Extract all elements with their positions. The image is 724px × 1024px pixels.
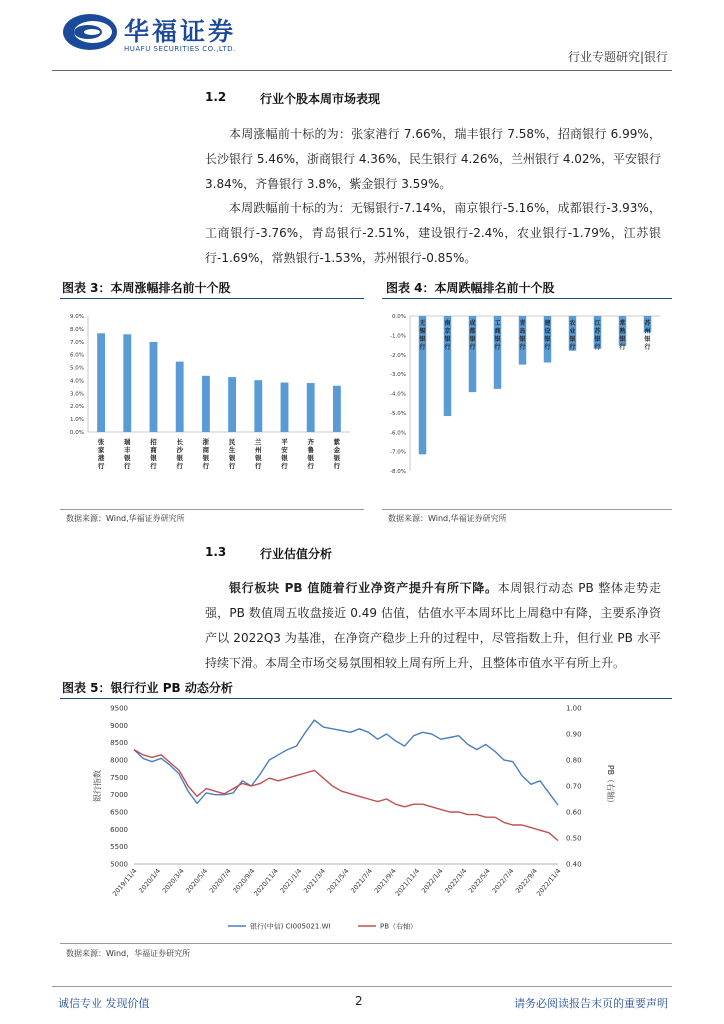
y-tick-label: 2.0% — [70, 404, 84, 411]
y-tick-label: -7.0% — [390, 449, 406, 456]
x-tick-label: 2019/11/4 — [110, 867, 139, 898]
bar-瑞丰银行 — [123, 334, 131, 432]
category-label: 农业银行 — [569, 320, 576, 351]
bar-浙商银行 — [202, 376, 210, 432]
x-tick-label: 2020/9/4 — [231, 867, 257, 895]
gainers-bar-chart — [60, 306, 364, 502]
y-tick-label: 0.0% — [392, 314, 406, 320]
y2-tick-label: 0.60 — [566, 808, 582, 817]
bar-招商银行 — [150, 342, 158, 432]
y-tick-label: 5.0% — [70, 365, 84, 372]
x-tick-label: 2022/11/4 — [534, 867, 563, 898]
brand-name-en: HUAFU SECURITIES CO.,LTD. — [124, 45, 236, 53]
y-tick-label: 7.0% — [70, 339, 84, 346]
y-tick-label: -6.0% — [390, 430, 406, 437]
y-tick-label: -5.0% — [390, 410, 406, 417]
y-tick-label: 4.0% — [70, 378, 84, 385]
category-label: 招商银行 — [150, 438, 157, 470]
category-label: 紫金银行 — [333, 438, 341, 470]
y2-tick-label: 0.50 — [566, 834, 582, 843]
bar-兰州银行 — [254, 380, 262, 432]
pb-series-line — [134, 750, 558, 841]
brand-name-cn: 华福证券 — [124, 17, 237, 46]
valuation-lead: 银行板块 PB 值随着行业净资产提升有所下降。 — [229, 581, 498, 595]
gainers-paragraph: 本周涨幅前十标的为：张家港行 7.66%，瑞丰银行 7.58%，招商银行 6.99%，长沙银行 5.46%，浙商银行 4.36%，民生银行 4.26%，兰州银行 4.02%，平安银行 3.84%，齐鲁银行 3.8%，紫金银行 3.59%。 — [205, 127, 661, 191]
y-tick-label: 1.0% — [70, 417, 84, 424]
figure4-source-rule — [382, 509, 672, 510]
y-tick-label: 7000 — [110, 791, 128, 800]
x-tick-label: 2022/9/4 — [514, 867, 539, 895]
y-tick-label: 0.0% — [70, 430, 84, 436]
category-label: 民生银行 — [228, 438, 236, 470]
category-label: 瑞丰银行 — [124, 438, 131, 470]
bar-紫金银行 — [333, 386, 341, 432]
figure4-title: 图表 4：本周跌幅排名前十个股 — [386, 281, 555, 295]
x-tick-label: 2021/7/4 — [349, 867, 375, 895]
legend-label: 银行(中信) CI005021.WI — [250, 922, 331, 931]
y-tick-label: -2.0% — [390, 352, 406, 359]
x-tick-label: 2021/1/4 — [278, 867, 304, 895]
y-tick-label: 3.0% — [70, 391, 84, 398]
x-tick-label: 2020/1/4 — [137, 867, 163, 895]
x-tick-label: 2022/3/4 — [443, 867, 469, 895]
figure3-title-rule — [60, 298, 364, 299]
x-tick-label: 2021/5/4 — [325, 867, 351, 895]
y-tick-label: 5000 — [110, 860, 128, 869]
category-label: 张家港行 — [97, 438, 105, 470]
section-title: 行业估值分析 — [260, 547, 333, 561]
y2-tick-label: 0.80 — [566, 756, 582, 765]
y-tick-label: -3.0% — [390, 372, 406, 379]
y2-axis-label: PB（右轴） — [606, 764, 615, 808]
category-label: 建设银行 — [544, 320, 551, 351]
page-number: 2 — [355, 994, 363, 1008]
valuation-paragraph — [205, 576, 661, 676]
category-label: 兰州银行 — [255, 438, 262, 470]
bar-长沙银行 — [176, 362, 184, 432]
x-tick-label: 2020/3/4 — [160, 867, 186, 895]
section-number: 1.3 — [205, 545, 227, 559]
y-tick-label: 9.0% — [70, 314, 84, 320]
bar-民生银行 — [228, 377, 236, 432]
x-tick-label: 2021/11/4 — [393, 867, 422, 898]
footer-disclaimer: 请务必阅读报告末页的重要声明 — [514, 997, 668, 1010]
figure3-source: 数据来源：Wind,华福证券研究所 — [66, 514, 185, 523]
figure4-source: 数据来源：Wind,华福证券研究所 — [388, 514, 507, 523]
figure4-title-rule — [382, 298, 672, 299]
figure5-source: 数据来源：Wind，华福证券研究所 — [66, 949, 191, 958]
pb-line-chart — [60, 700, 672, 938]
section-title: 行业个股本周市场表现 — [260, 92, 381, 106]
category-label: 成都银行 — [469, 320, 476, 351]
figure5-source-rule — [60, 943, 672, 944]
y-tick-label: 9000 — [110, 721, 128, 730]
y-tick-label: 6500 — [110, 808, 128, 817]
y-tick-label: 8.0% — [70, 326, 84, 333]
valuation-body: 本周银行动态 PB 整体走势走强，PB 数值周五收盘接近 0.49 估值，估值水平本周环比上周稳中有降，主要系净资产以 2022Q3 为基准，在净资产稳步上升的过程中，尽管指数上升，但行业 PB 水平持续下滑。本周全市场交易氛围相较上周有所上升，且整体市值水平有所上升。 — [205, 581, 661, 670]
legend-label: PB（右轴） — [380, 922, 418, 931]
figure5-title-rule — [60, 698, 672, 699]
footer-slogan: 诚信专业 发现价值 — [58, 997, 150, 1010]
y2-tick-label: 0.90 — [566, 730, 582, 739]
huafu-logo-icon — [62, 12, 120, 52]
x-tick-label: 2021/9/4 — [372, 867, 398, 895]
y2-tick-label: 0.70 — [566, 782, 582, 791]
x-tick-label: 2022/1/4 — [419, 867, 445, 895]
report-type-label: 行业专题研究|银行 — [567, 50, 668, 64]
bar-平安银行 — [281, 383, 289, 432]
x-tick-label: 2022/7/4 — [490, 867, 516, 895]
category-label: 青岛银行 — [519, 320, 526, 351]
y-tick-label: 6.0% — [70, 352, 84, 359]
y-tick-label: 8000 — [110, 756, 128, 765]
y-axis-label: 银行指数 — [93, 770, 102, 802]
category-label: 齐鲁银行 — [307, 438, 314, 470]
category-label: 南京银行 — [444, 320, 451, 351]
x-tick-label: 2020/11/4 — [252, 867, 280, 898]
losers-paragraph: 本周跌幅前十标的为：无锡银行-7.14%，南京银行-5.16%，成都银行-3.93%，工商银行-3.76%，青岛银行-2.51%，建设银行-2.4%，农业银行-1.79%，江苏银行-1.69%，常熟银行-1.53%，苏州银行-0.85%。 — [205, 201, 661, 265]
losers-bar-chart — [382, 306, 672, 502]
category-label: 平安银行 — [281, 438, 288, 470]
footer-divider — [52, 986, 672, 987]
bar-齐鲁银行 — [307, 383, 315, 432]
y-tick-label: -4.0% — [390, 391, 406, 398]
category-label: 工商银行 — [494, 320, 501, 351]
category-label: 长沙银行 — [176, 438, 183, 470]
x-tick-label: 2020/7/4 — [207, 867, 233, 895]
figure3-source-rule — [60, 509, 364, 510]
category-label: 苏州银行 — [644, 320, 651, 351]
x-tick-label: 2022/5/4 — [466, 867, 492, 895]
y-tick-label: -1.0% — [390, 333, 406, 340]
category-label: 无锡银行 — [419, 320, 426, 351]
header-divider — [52, 70, 672, 71]
y-tick-label: 8500 — [110, 739, 128, 748]
figure5-title: 图表 5：银行行业 PB 动态分析 — [62, 681, 233, 695]
y2-tick-label: 0.40 — [566, 860, 582, 869]
y-tick-label: -8.0% — [390, 469, 406, 475]
y-tick-label: 6000 — [110, 825, 128, 834]
y-tick-label: 9500 — [110, 704, 128, 713]
y-tick-label: 7500 — [110, 773, 128, 782]
figure3-title: 图表 3：本周涨幅排名前十个股 — [62, 281, 231, 295]
x-tick-label: 2021/3/4 — [302, 867, 327, 895]
category-label: 常熟银行 — [619, 320, 626, 351]
y2-tick-label: 1.00 — [566, 704, 582, 713]
bar-张家港行 — [97, 333, 105, 432]
y-tick-label: 5500 — [110, 843, 128, 852]
category-label: 江苏银行 — [594, 320, 601, 351]
section-number: 1.2 — [205, 90, 227, 104]
category-label: 浙商银行 — [202, 438, 210, 470]
x-tick-label: 2020/5/4 — [184, 867, 210, 895]
